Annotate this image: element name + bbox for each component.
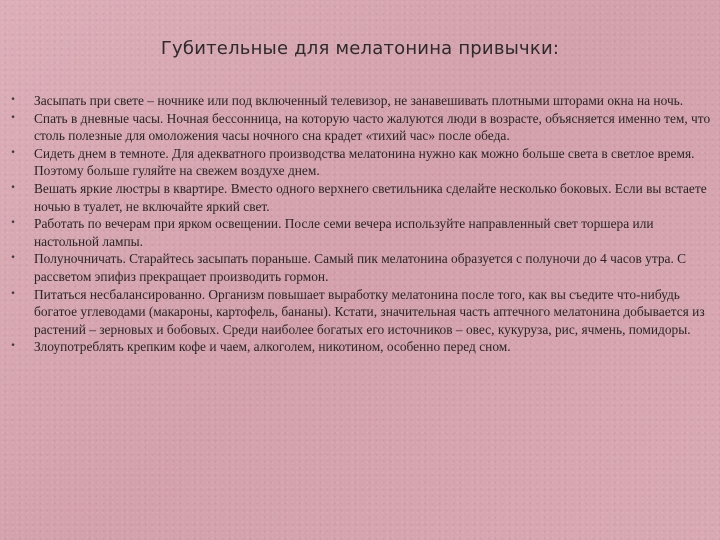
bullet-icon: • bbox=[10, 147, 16, 158]
list-item-text: Работать по вечерам при ярком освещении. После семи вечера используйте направленный свет торшера или настольной лампы. bbox=[34, 216, 654, 249]
bullet-icon: • bbox=[10, 341, 16, 352]
slide-title: Губительные для мелатонина привычки: bbox=[160, 38, 560, 59]
bullet-icon: • bbox=[10, 112, 16, 123]
bullet-icon: • bbox=[10, 95, 16, 105]
list-item bbox=[0, 286, 720, 339]
list-item-text: Вешать яркие люстры в квартире. Вместо одного верхнего светильника сделайте несколько боковых. Если вы встаете ночью в туалет, не включайте яркий свет. bbox=[34, 180, 707, 214]
list-item bbox=[0, 180, 720, 215]
bullet-icon: • bbox=[10, 182, 16, 193]
list-item-text: Спать в дневные часы. Ночная бессонница, на которую часто жалуются люди в возрасте, объясняется именно тем, что столь полезные для омоложения часы ночного сна крадет «тихий час» после обеда. bbox=[34, 110, 711, 144]
list-item bbox=[0, 338, 720, 356]
list-item bbox=[0, 215, 720, 250]
list-item-text: Злоупотреблять крепким кофе и чаем, алкоголем, никотином, особенно перед сном. bbox=[34, 339, 511, 355]
list-item-text: Засыпать при свете – ночнике или под включенный телевизор, не занавешивать плотными шторами окна на ночь. bbox=[34, 93, 684, 108]
list-item bbox=[0, 250, 720, 285]
list-item-text: Питаться несбалансированно. Организм повышает выработку мелатонина после того, как вы съедите что-нибудь богатое углеводами (макароны, картофель, бананы). Кстати, значительная часть аптечного мелатонина добывается из растений – зерновых и бобовых. Среди наиболее богатых его источников – овес, кукуруза, рис, ячмень, помидоры. bbox=[34, 286, 705, 337]
bullet-icon: • bbox=[10, 218, 16, 229]
list-item-text: Сидеть днем в темноте. Для адекватного производства мелатонина нужно как можно больше света в светлое время. Поэтому больше гуляйте на свежем воздухе днем. bbox=[34, 145, 695, 179]
bullet-icon: • bbox=[10, 288, 16, 299]
list-item bbox=[0, 145, 720, 180]
list-item bbox=[0, 110, 720, 145]
list-item-text: Полуночничать. Старайтесь засыпать пораньше. Самый пик мелатонина образуется с полуночи до 4 часов утра. С рассветом эпифиз прекращает производить гормон. bbox=[34, 251, 687, 284]
bullet-list bbox=[0, 92, 720, 356]
bullet-icon: • bbox=[10, 253, 16, 264]
list-item bbox=[0, 92, 720, 110]
